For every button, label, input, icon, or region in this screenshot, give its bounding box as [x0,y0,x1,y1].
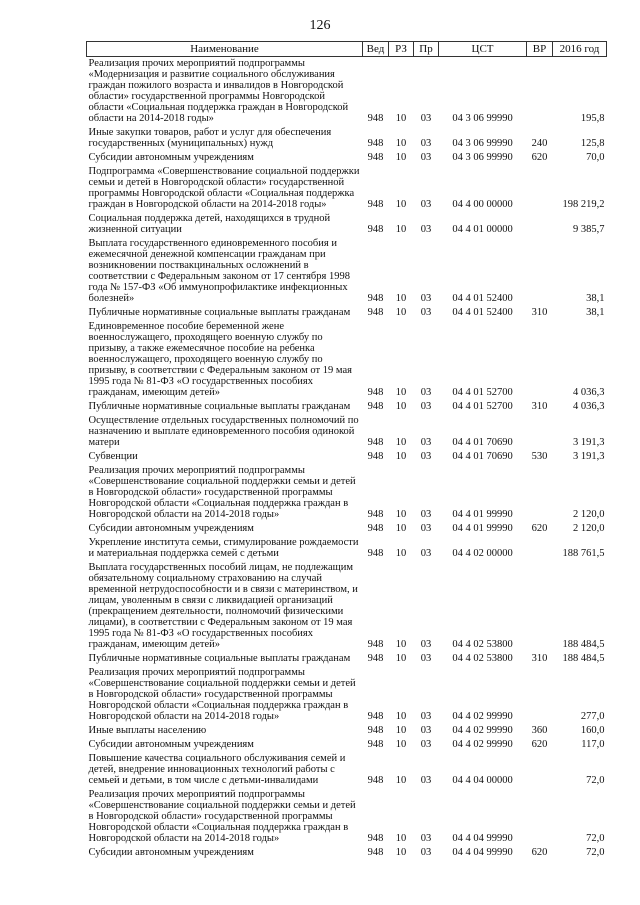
cell-ved: 948 [367,224,384,235]
cell-rz: 10 [395,847,407,858]
header-rz: РЗ [389,42,414,57]
cell-amount: 2 120,0 [573,523,605,534]
cell-name: Выплата государственных пособий лицам, не подлежащим обязательному социальному страхованию на случай временной нетрудоспособности и в связи с материнством, и лицам, уволенным в связи с ликвидацией организаций (прекращением деятельности, полномочий физическими лицами), в соответствии с Федеральным законом от 19 мая 1995 года № 81-ФЗ «О государственных пособиях гражданам, имеющим детей» [88,562,358,650]
cell-ved: 948 [367,509,384,520]
cell-pr: 03 [420,509,432,520]
cell-pr: 03 [420,639,432,650]
cell-vr: 240 [531,138,548,149]
table-row [87,126,607,151]
cell-vr [527,165,553,212]
cell-ved: 948 [367,401,384,412]
cell-rz: 10 [395,548,407,559]
cell-ved: 948 [367,847,384,858]
cell-pr: 03 [420,711,432,722]
cell-name: Социальная поддержка детей, находящихся в трудной жизненной ситуации [88,213,331,235]
cell-rz: 10 [395,387,407,398]
cell-vr [527,752,553,788]
cell-amount: 38,1 [586,293,605,304]
cell-ved: 948 [367,199,384,210]
cell-amount: 195,8 [580,113,605,124]
cell-ved: 948 [367,833,384,844]
cell-cst: 04 4 01 99990 [452,509,513,520]
cell-amount: 277,0 [580,711,605,722]
cell-amount: 72,0 [586,833,605,844]
cell-amount: 4 036,3 [573,401,605,412]
cell-amount: 125,8 [580,138,605,149]
table-row [87,536,607,561]
cell-cst: 04 4 02 99990 [452,711,513,722]
cell-name: Осуществление отдельных государственных полномочий по назначению и выплате единовременного пособия одинокой матери [88,415,359,448]
cell-ved: 948 [367,639,384,650]
table-row [87,320,607,400]
cell-ved: 948 [367,293,384,304]
cell-name: Реализация прочих мероприятий подпрограммы «Совершенствование социальной поддержки семьи и детей в Новгородской области» государственной программы Новгородской области «Социальная поддержка граждан в Новгородской области на 2014-2018 годы» [88,667,356,722]
table-row [87,666,607,724]
cell-amount: 72,0 [586,847,605,858]
cell-name: Подпрограмма «Совершенствование социальной поддержки семьи и детей в Новгородской области» государственной программы Новгородской области «Социальная поддержка граждан в Новгородской области на 2014-2018 годы» [88,166,360,210]
cell-pr: 03 [420,224,432,235]
cell-pr: 03 [420,138,432,149]
cell-ved: 948 [367,711,384,722]
cell-rz: 10 [395,775,407,786]
cell-cst: 04 4 04 99990 [452,833,513,844]
cell-pr: 03 [420,833,432,844]
cell-cst: 04 4 02 53800 [452,653,513,664]
cell-amount: 72,0 [586,775,605,786]
cell-cst: 04 3 06 99990 [452,152,513,163]
cell-amount: 38,1 [586,307,605,318]
cell-vr [527,237,553,306]
cell-cst: 04 4 01 52400 [452,293,513,304]
cell-cst: 04 4 02 99990 [452,725,513,736]
cell-amount: 188 761,5 [562,548,605,559]
table-row [87,788,607,846]
table-body [87,57,607,861]
cell-vr [527,57,553,127]
cell-cst: 04 4 04 99990 [452,847,513,858]
cell-rz: 10 [395,451,407,462]
table-row [87,738,607,752]
cell-ved: 948 [367,152,384,163]
cell-rz: 10 [395,523,407,534]
table-row [87,57,607,127]
cell-name: Единовременное пособие беременной жене военнослужащего, проходящего военную службу по призыву, а также ежемесячное пособие на ребенка военнослужащего, проходящего военную службу по призыву, в соответствии с Федеральным законом от 19 мая 1995 года № 81-ФЗ «О государственных пособиях гражданам, имеющим детей» [88,321,352,398]
cell-name: Субсидии автономным учреждениям [88,523,254,534]
header-ved: Вед [363,42,389,57]
cell-name: Субвенции [88,451,138,462]
cell-rz: 10 [395,711,407,722]
cell-pr: 03 [420,775,432,786]
cell-cst: 04 4 01 70690 [452,437,513,448]
cell-rz: 10 [395,401,407,412]
cell-vr: 620 [531,152,548,163]
cell-name: Субсидии автономным учреждениям [88,739,254,750]
cell-rz: 10 [395,437,407,448]
cell-name: Иные выплаты населению [88,725,207,736]
cell-amount: 3 191,3 [573,451,605,462]
cell-rz: 10 [395,293,407,304]
table-row [87,846,607,860]
cell-name: Выплата государственного единовременного пособия и ежемесячной денежной компенсации гражданам при возникновении поствакцинальных осложнений в соответствии с Федеральным законом от 17 сентября 1998 года № 157-ФЗ «Об иммунопрофилактике инфекционных болезней» [88,238,350,304]
table-row [87,450,607,464]
cell-rz: 10 [395,725,407,736]
cell-rz: 10 [395,307,407,318]
cell-amount: 9 385,7 [573,224,605,235]
cell-pr: 03 [420,387,432,398]
cell-cst: 04 4 01 70690 [452,451,513,462]
cell-rz: 10 [395,833,407,844]
cell-amount: 3 191,3 [573,437,605,448]
table-row [87,237,607,306]
cell-amount: 198 219,2 [562,199,605,210]
cell-amount: 70,0 [586,152,605,163]
cell-vr [527,666,553,724]
cell-pr: 03 [420,739,432,750]
table-row [87,652,607,666]
cell-vr [527,320,553,400]
cell-ved: 948 [367,437,384,448]
cell-rz: 10 [395,653,407,664]
cell-vr: 620 [531,523,548,534]
cell-ved: 948 [367,387,384,398]
cell-ved: 948 [367,523,384,534]
cell-amount: 188 484,5 [562,639,605,650]
cell-cst: 04 4 01 52400 [452,307,513,318]
cell-pr: 03 [420,847,432,858]
cell-vr: 360 [531,725,548,736]
cell-name: Повышение качества социального обслуживания семей и детей, внедрение инновационных технологий работы с семьей и детьми, в том числе с детьми-инвалидами [88,753,346,786]
cell-vr [527,464,553,522]
cell-cst: 04 4 02 00000 [452,548,513,559]
cell-pr: 03 [420,401,432,412]
cell-vr [527,212,553,237]
header-cst: ЦСТ [439,42,527,57]
cell-ved: 948 [367,653,384,664]
cell-cst: 04 4 01 00000 [452,224,513,235]
budget-table [86,41,607,860]
cell-ved: 948 [367,775,384,786]
cell-name: Иные закупки товаров, работ и услуг для обеспечения государственных (муниципальных) нужд [88,127,332,149]
cell-ved: 948 [367,138,384,149]
table-row [87,400,607,414]
cell-vr: 310 [531,653,548,664]
cell-name: Субсидии автономным учреждениям [88,847,254,858]
cell-vr: 530 [531,451,548,462]
cell-pr: 03 [420,523,432,534]
cell-amount: 117,0 [581,739,605,750]
cell-ved: 948 [367,739,384,750]
cell-ved: 948 [367,307,384,318]
cell-amount: 4 036,3 [573,387,605,398]
table-header-row [87,42,607,57]
cell-cst: 04 3 06 99990 [452,113,513,124]
table-row [87,561,607,652]
cell-pr: 03 [420,437,432,448]
cell-ved: 948 [367,451,384,462]
cell-name: Субсидии автономным учреждениям [88,152,254,163]
table-row [87,414,607,450]
table-row [87,165,607,212]
table-row [87,151,607,165]
cell-cst: 04 4 02 53800 [452,639,513,650]
table-row [87,306,607,320]
header-vr: ВР [527,42,553,57]
cell-rz: 10 [395,639,407,650]
cell-name: Реализация прочих мероприятий подпрограммы «Модернизация и развитие социального обслуживания граждан пожилого возраста и инвалидов в Новгородской области» государственной программы Новгородской области «Социальная поддержка граждан в Новгородской области на 2014-2018 годы» [88,58,349,124]
cell-vr [527,536,553,561]
cell-name: Публичные нормативные социальные выплаты гражданам [88,307,351,318]
cell-rz: 10 [395,509,407,520]
cell-pr: 03 [420,152,432,163]
cell-pr: 03 [420,451,432,462]
cell-name: Реализация прочих мероприятий подпрограммы «Совершенствование социальной поддержки семьи и детей в Новгородской области» государственной программы Новгородской области «Социальная поддержка граждан в Новгородской области на 2014-2018 годы» [88,465,356,520]
cell-amount: 160,0 [580,725,605,736]
header-pr: Пр [414,42,439,57]
cell-pr: 03 [420,653,432,664]
cell-rz: 10 [395,224,407,235]
cell-amount: 2 120,0 [573,509,605,520]
cell-pr: 03 [420,293,432,304]
cell-vr: 620 [531,847,548,858]
cell-ved: 948 [367,113,384,124]
cell-name: Публичные нормативные социальные выплаты гражданам [88,401,351,412]
cell-vr: 620 [531,739,548,750]
table-row [87,212,607,237]
cell-name: Реализация прочих мероприятий подпрограммы «Совершенствование социальной поддержки семьи и детей в Новгородской области» государственной программы Новгородской области «Социальная поддержка граждан в Новгородской области на 2014-2018 годы» [88,789,356,844]
cell-rz: 10 [395,113,407,124]
table-row [87,752,607,788]
page-number: 126 [309,18,331,33]
table-row [87,464,607,522]
cell-cst: 04 4 00 00000 [452,199,513,210]
cell-rz: 10 [395,199,407,210]
cell-cst: 04 4 01 52700 [452,401,513,412]
cell-amount: 188 484,5 [562,653,605,664]
cell-rz: 10 [395,739,407,750]
cell-pr: 03 [420,725,432,736]
header-year: 2016 год [553,42,607,57]
cell-vr [527,561,553,652]
table-row [87,724,607,738]
cell-cst: 04 3 06 99990 [452,138,513,149]
cell-name: Укрепление института семьи, стимулирование рождаемости и материальная поддержка семей с детьми [88,537,359,559]
cell-name: Публичные нормативные социальные выплаты гражданам [88,653,351,664]
table-row [87,522,607,536]
cell-vr: 310 [531,307,548,318]
cell-ved: 948 [367,725,384,736]
cell-cst: 04 4 04 00000 [452,775,513,786]
cell-cst: 04 4 01 52700 [452,387,513,398]
cell-rz: 10 [395,138,407,149]
cell-cst: 04 4 02 99990 [452,739,513,750]
cell-pr: 03 [420,113,432,124]
cell-vr [527,414,553,450]
cell-vr: 310 [531,401,548,412]
cell-pr: 03 [420,199,432,210]
header-name: Наименование [87,42,363,57]
cell-vr [527,788,553,846]
cell-pr: 03 [420,307,432,318]
cell-cst: 04 4 01 99990 [452,523,513,534]
cell-rz: 10 [395,152,407,163]
cell-ved: 948 [367,548,384,559]
cell-pr: 03 [420,548,432,559]
